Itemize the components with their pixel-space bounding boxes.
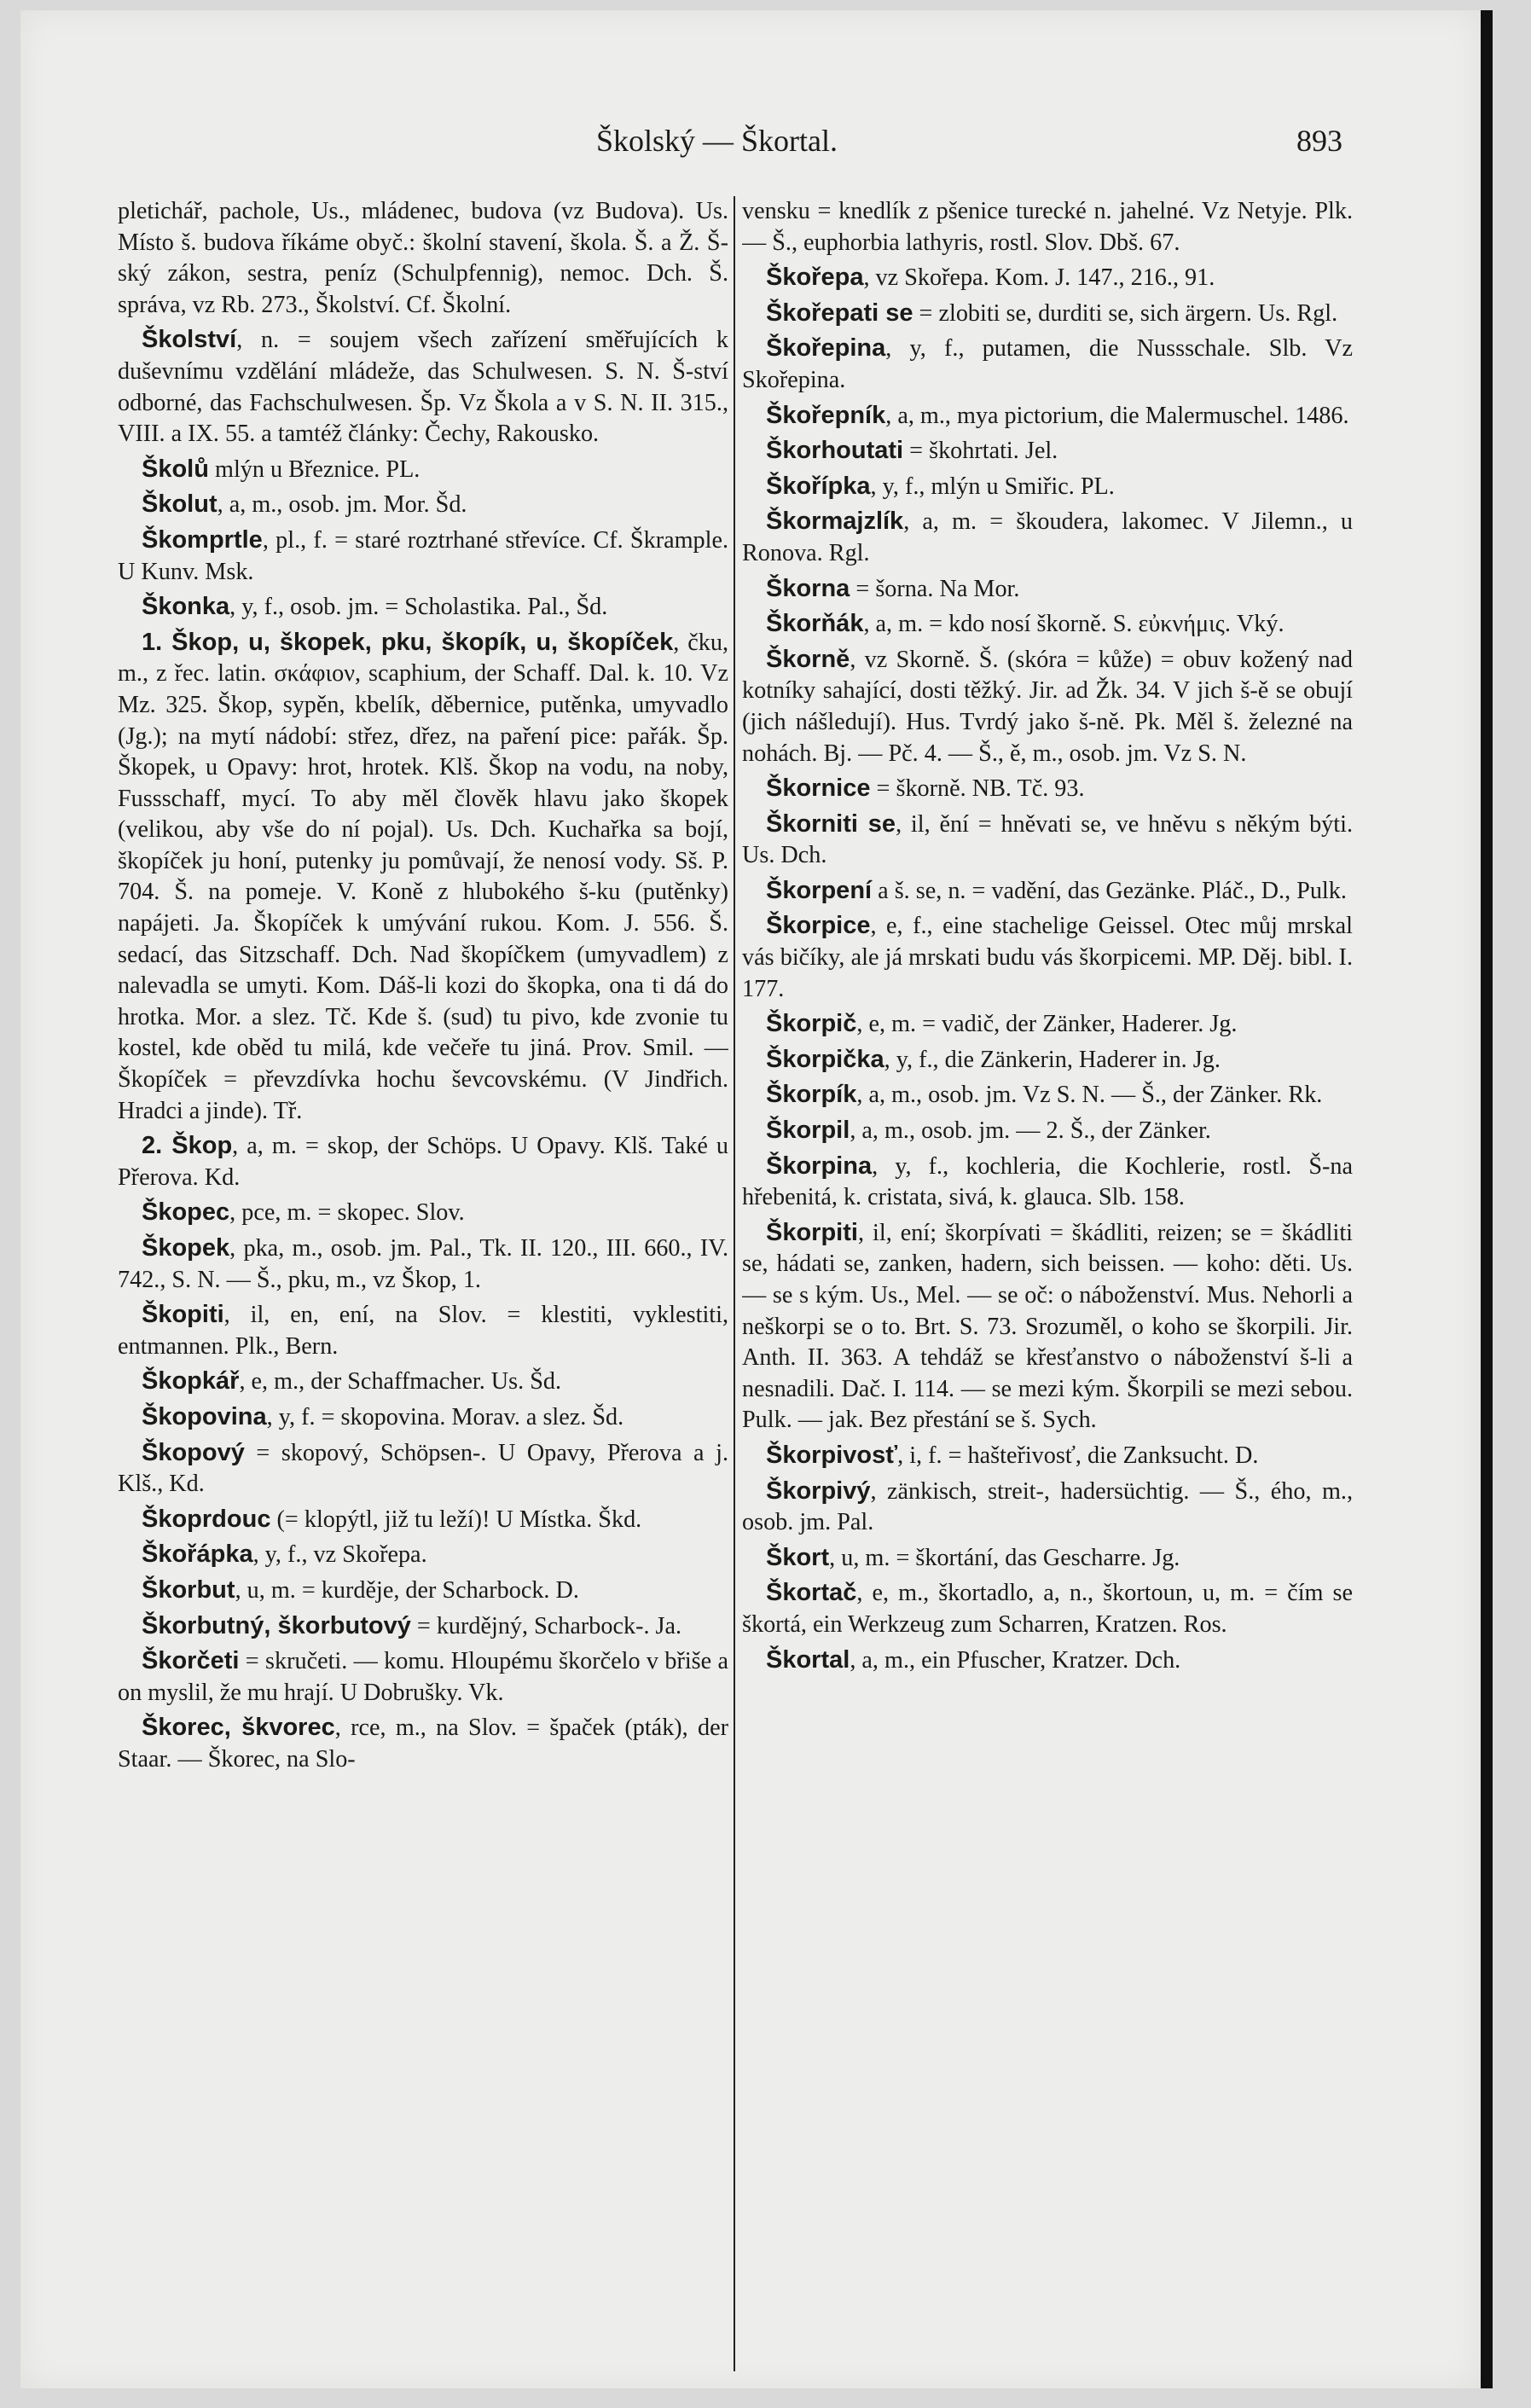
entry-text: = škorně. NB. Tč. 93. bbox=[870, 775, 1085, 803]
entry-text: = skopový, Schöpsen-. U Opavy, Přerova a j. Klš., Kd. bbox=[118, 1439, 728, 1498]
dictionary-entry bbox=[742, 333, 1353, 396]
dictionary-entry bbox=[742, 1476, 1353, 1539]
entry-text: = zlobiti se, durditi se, sich ärgern. Us. Rgl. bbox=[913, 299, 1338, 327]
entry-text: a š. se, n. = vadění, das Gezänke. Pláč., D., Pulk. bbox=[872, 877, 1347, 904]
entry-headword: Škorniti se bbox=[766, 809, 896, 838]
dictionary-entry bbox=[742, 1044, 1353, 1076]
dictionary-entry bbox=[118, 1712, 728, 1775]
entry-headword: Škorec, škvorec bbox=[142, 1714, 335, 1742]
entry-text: , il, ení; škorpívati = škádliti, reizen; se = škádliti se, hádati se, zanken, hadern, sich beissen. — koho: děti. Us. — se s kým. Us., Mel. — se oč: o náboženství. Mus. Nehorli a neškorpi se o to. Brt. S. 73. Srozuměl, o koho se škorpili. Jir. Anth. II. 363. A tehdáž se křesťanstvo o náboženství š-li a nesnadili. Dač. I. 114. — se mezi kým. Škorpili se mezi sebou. Pulk. — jak. Bez přestání se š. Sych. bbox=[742, 1219, 1353, 1434]
entry-text: = skručeti. — komu. Hloupému škorčelo v břiše a on myslil, že mu hrají. U Dobrušky. Vk. bbox=[118, 1648, 728, 1706]
entry-headword: Školů bbox=[142, 455, 209, 483]
dictionary-entry bbox=[742, 435, 1353, 467]
dictionary-entry bbox=[742, 809, 1353, 872]
left-column bbox=[118, 196, 728, 2295]
running-head-title: Školský — Škortal. bbox=[596, 124, 838, 158]
entry-headword: Škonka bbox=[142, 593, 230, 621]
entry-text: , e, m., der Schaffmacher. Us. Šd. bbox=[239, 1368, 562, 1395]
entry-text: vensku = knedlík z pšenice turecké n. jahelné. Vz Netyje. Plk. — Š., euphorbia lathyris, rostl. Slov. Dbš. 67. bbox=[742, 198, 1353, 256]
dictionary-entry bbox=[118, 1197, 728, 1229]
entry-headword: Škořápka bbox=[142, 1541, 253, 1569]
entry-text: , a, m., osob. jm. Vz S. N. — Š., der Zänker. Rk. bbox=[856, 1082, 1323, 1109]
dictionary-entry bbox=[118, 591, 728, 624]
dictionary-entry bbox=[118, 1130, 728, 1193]
entry-headword: Škořepník bbox=[766, 401, 886, 429]
entry-headword: Škořepina bbox=[766, 334, 886, 363]
entry-text: , vz Skorně. Š. (skóra = kůže) = obuv kožený nad kotníky sahající, dosti těžký. Jir. ad Žk. 34. V jich š-ě se obují (jich nášledují). Hus. Tvrdý jako š-ně. Pk. Měl š. železné na nohách. Bj. — Pč. 4. — Š., ě, m., osob. jm. Vz S. N. bbox=[742, 646, 1353, 767]
entry-headword: Škomprtle bbox=[142, 525, 263, 554]
dictionary-entry bbox=[118, 1610, 728, 1643]
right-column bbox=[742, 196, 1353, 2295]
entry-text: = škohrtati. Jel. bbox=[903, 438, 1058, 465]
entry-text: , pka, m., osob. jm. Pal., Tk. II. 120., III. 660., IV. 742., S. N. — Š., pku, m., vz Škop, 1. bbox=[118, 1235, 728, 1293]
entry-headword: Škorpivý bbox=[766, 1477, 871, 1505]
dictionary-entry bbox=[742, 196, 1353, 258]
entry-headword: Škopkář bbox=[142, 1367, 240, 1395]
entry-text: , pce, m. = skopec. Slov. bbox=[229, 1199, 465, 1227]
entry-headword: Škorpič bbox=[766, 1010, 857, 1038]
dictionary-entry bbox=[742, 1008, 1353, 1041]
entry-headword: Škorhoutati bbox=[766, 437, 904, 465]
dictionary-entry bbox=[118, 1233, 728, 1296]
entry-text: , n. = soujem všech zařízení směřujících k duševnímu vzdělání mládeže, das Schulwesen. S. N. Š-ství odborné, das Fachschulwesen. Šp. Vz Škola a v S. N. II. 315., VIII. a IX. 55. a tamtéž články: Čechy, Rakousko. bbox=[118, 327, 728, 448]
entry-text: , a, m., ein Pfuscher, Kratzer. Dch. bbox=[850, 1646, 1181, 1674]
dictionary-entry bbox=[118, 1504, 728, 1536]
entry-headword: Škormajzlík bbox=[766, 508, 904, 536]
dictionary-entry bbox=[742, 1079, 1353, 1111]
dictionary-entry bbox=[118, 1401, 728, 1434]
dictionary-entry bbox=[742, 875, 1353, 908]
dictionary-entry bbox=[742, 506, 1353, 569]
entry-headword: Škopek bbox=[142, 1234, 230, 1262]
entry-headword: Škopiti bbox=[142, 1301, 224, 1329]
entry-text: pletichář, pachole, Us., mládenec, budova (vz Budova). Us. Místo š. budova říkáme obyč.: školní stavení, škola. Š. a Ž. Š-ský zákon, sestra, peníz (Schulpfennig), nemoc. Dch. Š. správa, vz Rb. 273., Školství. Cf. Školní. bbox=[118, 198, 728, 318]
entry-headword: Škorpil bbox=[766, 1117, 850, 1145]
entry-headword: Škorbutný, škorbutový bbox=[142, 1611, 411, 1639]
entry-text: , a, m. = škoudera, lakomec. V Jilemn., u Ronova. Rgl. bbox=[742, 508, 1353, 566]
entry-headword: Škortač bbox=[766, 1579, 857, 1607]
entry-text: , y, f., vz Skořepa. bbox=[252, 1541, 427, 1569]
entry-headword: Škorpice bbox=[766, 912, 871, 940]
entry-text: , pl., f. = staré roztrhané střevíce. Cf. Škrample. U Kunv. Msk. bbox=[118, 526, 728, 585]
dictionary-entry bbox=[118, 196, 728, 321]
entry-text: , y, f., osob. jm. = Scholastika. Pal., Šd. bbox=[229, 594, 608, 621]
entry-headword: Školství bbox=[142, 326, 237, 354]
entry-headword: Škopový bbox=[142, 1438, 245, 1466]
entry-headword: Škorpení bbox=[766, 876, 873, 904]
entry-text: , il, ění = hněvati se, ve hněvu s někým býti. Us. Dch. bbox=[742, 810, 1353, 869]
dictionary-entry bbox=[742, 644, 1353, 769]
entry-headword: Škořípka bbox=[766, 472, 871, 500]
entry-text: , i, f. = hašteřivosť, die Zanksucht. D. bbox=[897, 1442, 1259, 1469]
entry-text: , y, f., mlýn u Smiřic. PL. bbox=[870, 473, 1115, 500]
entry-headword: Školut bbox=[142, 490, 217, 519]
entry-text: , e, m. = vadič, der Zänker, Haderer. Jg. bbox=[856, 1011, 1238, 1038]
dictionary-entry bbox=[118, 1645, 728, 1709]
entry-headword: Škorbut bbox=[142, 1575, 235, 1604]
entry-text: , e, f., eine stachelige Geissel. Otec můj mrskal vás bičíky, ale já mrskati budu vás škorpicemi. MP. Děj. bibl. I. 177. bbox=[742, 913, 1353, 1002]
dictionary-entry bbox=[742, 262, 1353, 294]
entry-text: = šorna. Na Mor. bbox=[850, 575, 1020, 602]
entry-text: , e, m., škortadlo, a, n., škortoun, u, m. = čím se škortá, ein Werkzeug zum Scharren, Kratzen. Ros. bbox=[742, 1580, 1353, 1638]
entry-headword: 1. Škop, u, škopek, pku, škopík, u, škopíček bbox=[142, 628, 674, 656]
entry-headword: Škorňák bbox=[766, 610, 864, 638]
dictionary-entry bbox=[742, 471, 1353, 503]
entry-text: , vz Skořepa. Kom. J. 147., 216., 91. bbox=[863, 264, 1215, 292]
running-head bbox=[20, 123, 1470, 174]
dictionary-entry bbox=[118, 489, 728, 521]
dictionary-entry bbox=[118, 1575, 728, 1607]
entry-headword: Škorpivosť bbox=[766, 1441, 898, 1469]
entry-text: , y, f. = skopovina. Morav. a slez. Šd. bbox=[266, 1403, 624, 1430]
dictionary-entry bbox=[742, 1217, 1353, 1436]
entry-headword: Škořepati se bbox=[766, 299, 913, 327]
entry-text: , zänkisch, streit-, hadersüchtig. — Š., ého, m., osob. jm. Pal. bbox=[742, 1477, 1353, 1536]
entry-text: , a, m., osob. jm. — 2. Š., der Zänker. bbox=[850, 1117, 1211, 1145]
entry-text: (= klopýtl, již tu leží)! U Místka. Škd. bbox=[270, 1506, 642, 1533]
entry-headword: Škořepa bbox=[766, 264, 864, 292]
dictionary-entry bbox=[742, 773, 1353, 805]
dictionary-entry bbox=[742, 910, 1353, 1005]
dictionary-entry bbox=[742, 608, 1353, 641]
dictionary-entry bbox=[742, 298, 1353, 330]
entry-headword: Škortal bbox=[766, 1645, 850, 1674]
dictionary-entry bbox=[742, 1440, 1353, 1472]
dictionary-entry bbox=[742, 573, 1353, 606]
entry-text: , il, en, ení, na Slov. = klestiti, vyklestiti, entmannen. Plk., Bern. bbox=[118, 1302, 728, 1360]
dictionary-entry bbox=[118, 1299, 728, 1362]
entry-text: , u, m. = kurděje, der Scharbock. D. bbox=[235, 1576, 579, 1604]
entry-text: = kurdějný, Scharbock-. Ja. bbox=[410, 1612, 682, 1639]
entry-text: , y, f., kochleria, die Kochlerie, rostl. Š-na hřebenitá, k. cristata, sivá, k. glauca. Slb. 158. bbox=[742, 1152, 1353, 1211]
entry-text: , a, m., mya pictorium, die Malermuschel. 1486. bbox=[885, 402, 1349, 429]
entry-headword: Škopec bbox=[142, 1198, 230, 1227]
entry-headword: Škorpička bbox=[766, 1045, 884, 1073]
entry-headword: Škornice bbox=[766, 775, 871, 803]
entry-headword: Škorčeti bbox=[142, 1647, 240, 1675]
dictionary-entry bbox=[118, 525, 728, 588]
entry-text: mlýn u Březnice. PL. bbox=[208, 455, 420, 483]
entry-text: , rce, m., na Slov. = špaček (pták), der Staar. — Škorec, na Slo- bbox=[118, 1715, 728, 1773]
column-divider bbox=[734, 196, 735, 2371]
entry-text: , y, f., putamen, die Nussschale. Slb. Vz Skořepina. bbox=[742, 335, 1353, 393]
dictionary-entry bbox=[118, 454, 728, 486]
entry-text: , čku, m., z řec. latin. σκάφιον, scaphium, der Schaff. Dal. k. 10. Vz Mz. 325. Škop, sypěn, kbelík, děbernice, putěnka, umyvadlo (Jg.); na mytí nádobí: střez, dřez, na paření pice: pařák. Šp. Škopek, u Opavy: hrot, hrotek. Klš. Škop na vodu, na noby, Fussschaff, mycí. To aby měl člověk hlavu jako škopek (velikou, aby vše do ní pojal). Us. Dch. Kuchařka sa bojí, škopíček ju honí, putenky ju pomůvají, že nenosí vody. Sš. P. 704. Š. na pomeje. V. Koně z hlubokého š-ku (putěnky) napájeti. Ja. Škopíček k umývání rukou. Kom. J. 556. Š. sedací, das Sitzschaff. Dch. Nad škopíčkem (umyvadlem) z nalevadla se umyti. Kom. Dáš-li kozi do škopka, ona ti dá do hrotka. Mor. a slez. Tč. Kde š. (sud) tu pivo, kde zvonie tu kostel, kde oběd tu milá, kde večeře tu jiná. Prov. Smil. — Škopíček = převzdívka hochu ševcovskému. (V Jindřich. Hradci a jinde). Tř. bbox=[118, 629, 728, 1124]
dictionary-page bbox=[20, 10, 1493, 2388]
entry-headword: Škopovina bbox=[142, 1402, 267, 1430]
entry-headword: Škorně bbox=[766, 645, 850, 673]
entry-headword: Škorpík bbox=[766, 1081, 857, 1109]
dictionary-entry bbox=[118, 1539, 728, 1571]
entry-headword: Škort bbox=[766, 1543, 830, 1571]
dictionary-entry bbox=[118, 627, 728, 1128]
entry-headword: Škorpiti bbox=[766, 1218, 858, 1246]
dictionary-entry bbox=[118, 324, 728, 450]
dictionary-entry bbox=[742, 1645, 1353, 1677]
entry-text: , a, m. = kdo nosí škorně. S. εὐκνήμις. Vký. bbox=[863, 611, 1285, 638]
dictionary-entry bbox=[118, 1366, 728, 1398]
dictionary-entry bbox=[742, 1151, 1353, 1214]
entry-text: , a, m. = skop, der Schöps. U Opavy. Klš. Také u Přerova. Kd. bbox=[118, 1133, 728, 1191]
dictionary-entry bbox=[742, 400, 1353, 432]
dictionary-entry bbox=[742, 1115, 1353, 1147]
entry-headword: Škorna bbox=[766, 574, 850, 602]
entry-text: , u, m. = škortání, das Gescharre. Jg. bbox=[829, 1544, 1180, 1571]
entry-text: , a, m., osob. jm. Mor. Šd. bbox=[217, 491, 467, 519]
entry-headword: 2. Škop bbox=[142, 1132, 233, 1160]
dictionary-entry bbox=[742, 1577, 1353, 1640]
entry-text: , y, f., die Zänkerin, Haderer in. Jg. bbox=[884, 1046, 1221, 1073]
dictionary-entry bbox=[742, 1542, 1353, 1575]
page-number: 893 bbox=[1296, 124, 1343, 158]
entry-headword: Škorpina bbox=[766, 1152, 873, 1180]
entry-headword: Škoprdouc bbox=[142, 1505, 271, 1533]
dictionary-entry bbox=[118, 1437, 728, 1500]
